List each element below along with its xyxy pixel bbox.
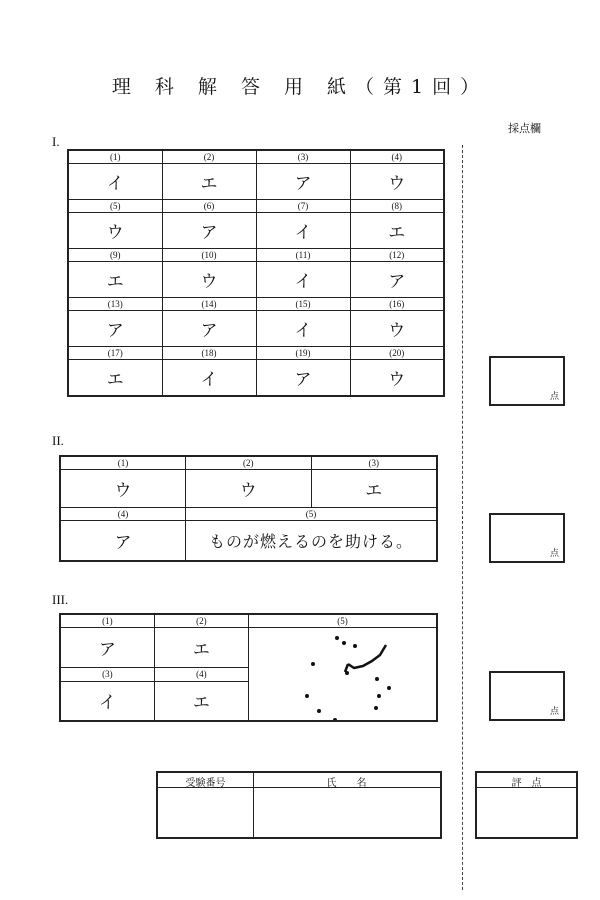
answer-cell: ウ [350,164,444,200]
answer-cell: ア [60,521,186,561]
answer-cell: ア [60,628,154,668]
star-dot [377,694,381,698]
question-number: (15) [256,298,350,311]
answer-cell: ア [162,213,256,249]
question-number: (12) [350,249,444,262]
answer-cell: エ [350,213,444,249]
section-1-score-box[interactable] [489,356,565,406]
answer-cell: エ [162,164,256,200]
question-number: (5) [68,200,162,213]
answer-cell: ア [256,164,350,200]
question-number: (16) [350,298,444,311]
name-field[interactable] [254,788,440,837]
answer-cell: ウ [162,262,256,298]
question-number: (1) [68,150,162,164]
answer-cell: ア [68,311,162,347]
question-number: (5) [186,508,437,521]
question-number: (3) [256,150,350,164]
question-number: (3) [60,667,154,681]
constellation-drawing-cell [249,628,438,722]
answer-cell: ウ [68,213,162,249]
total-score-label: 評 点 [511,778,542,789]
star-dot [333,718,337,720]
answer-cell-long: ものが燃えるのを助ける。 [186,521,437,561]
answer-cell: イ [256,213,350,249]
answer-cell: ア [256,360,350,396]
question-number: (19) [256,347,350,360]
question-number: (4) [60,508,186,521]
star-dot [387,686,391,690]
point-label: 点 [549,392,559,402]
answer-cell: ウ [350,311,444,347]
question-number: (18) [162,347,256,360]
answer-cell: イ [256,262,350,298]
answer-cell: ア [350,262,444,298]
question-number: (2) [186,456,312,470]
point-label: 点 [549,707,559,717]
answer-cell: イ [68,164,162,200]
section-2-label: II. [52,433,64,448]
student-info-header [158,773,440,788]
question-number: (8) [350,200,444,213]
answer-cell: エ [154,681,248,721]
answer-cell: ウ [350,360,444,396]
question-number: (4) [154,667,248,681]
section-3-score-box[interactable] [489,671,565,721]
question-number: (2) [154,614,248,628]
total-score-header [477,773,576,788]
star-dot [342,641,346,645]
answer-cell: ウ [186,470,312,508]
exam-number-label: 受験番号 [185,778,226,789]
question-number: (11) [256,249,350,262]
section-1-label: I. [52,134,60,149]
section-2-score-box[interactable] [489,513,565,563]
constellation-drawing [249,628,437,720]
question-number: (17) [68,347,162,360]
question-number: (9) [68,249,162,262]
question-number: (5) [249,614,438,628]
answer-cell: エ [68,262,162,298]
exam-number-field[interactable] [158,788,253,837]
star-dot [317,709,321,713]
star-dot [374,706,378,710]
answer-cell: エ [68,360,162,396]
point-label: 点 [549,549,559,559]
question-number: (6) [162,200,256,213]
question-number: (20) [350,347,444,360]
student-info-box [156,771,442,839]
star-dot [305,694,309,698]
section-2-answer-grid [59,455,438,562]
total-score-field[interactable] [477,788,576,837]
star-dot [311,662,315,666]
question-number: (1) [60,456,186,470]
answer-cell: ア [162,311,256,347]
answer-cell: イ [60,681,154,721]
answer-cell: エ [311,470,437,508]
section-3-answer-grid [59,613,438,722]
section-1-answer-grid [67,149,445,397]
page-title: 理 科 解 答 用 紙（第1回） [111,76,489,98]
score-column-divider [462,145,463,890]
answer-cell: ウ [60,470,186,508]
question-number: (10) [162,249,256,262]
constellation-line [348,645,386,668]
question-number: (4) [350,150,444,164]
star-dot [335,636,339,640]
answer-cell: イ [162,360,256,396]
question-number: (2) [162,150,256,164]
question-number: (1) [60,614,154,628]
answer-cell: エ [154,628,248,668]
answer-cell: イ [256,311,350,347]
question-number: (3) [311,456,437,470]
star-dot [375,677,379,681]
question-number: (13) [68,298,162,311]
constellation-line [345,664,348,672]
question-number: (7) [256,200,350,213]
name-label: 氏 名 [326,778,367,789]
score-column-label: 採点欄 [508,122,541,135]
question-number: (14) [162,298,256,311]
total-score-box [475,771,578,839]
section-3-label: III. [52,592,69,607]
star-dot [353,644,357,648]
